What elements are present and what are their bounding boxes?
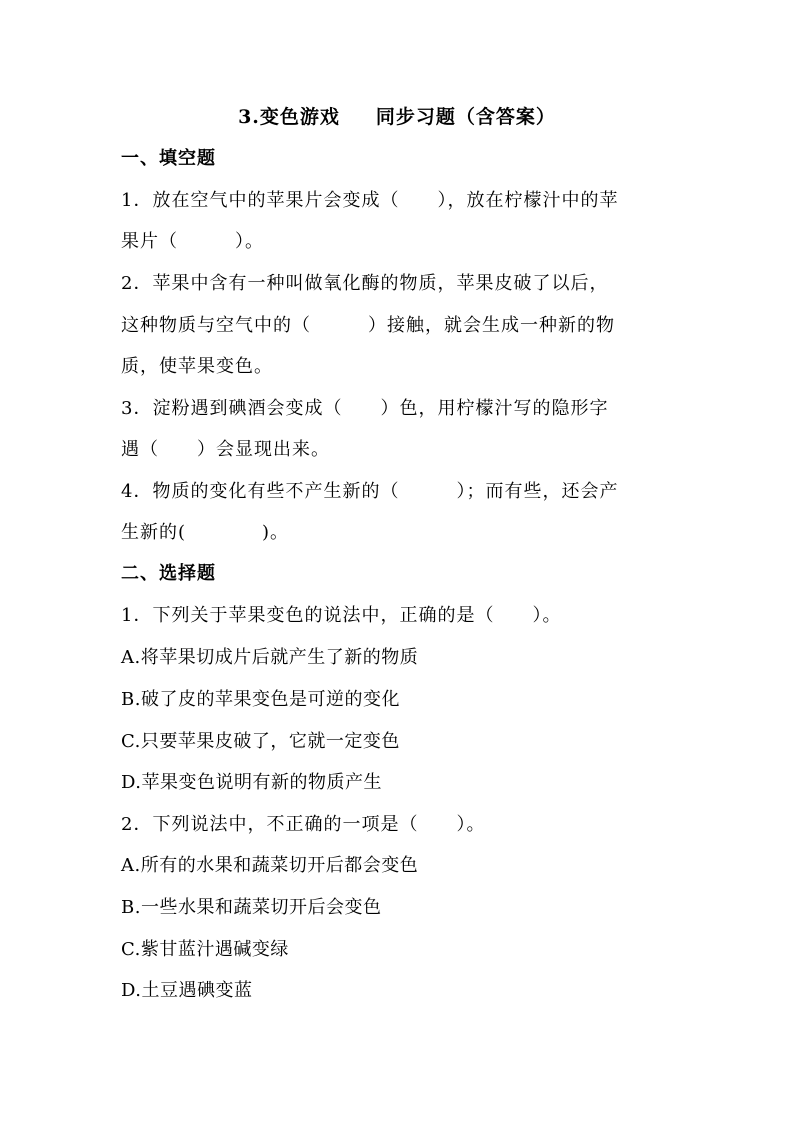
choice-q1-option-d: D.苹果变色说明有新的物质产生 bbox=[121, 772, 383, 793]
choice-q2-option-a: A.所有的水果和蔬菜切开后都会变色 bbox=[121, 855, 419, 876]
choice-q1-stem: 1．下列关于苹果变色的说法中，正确的是（ ）。 bbox=[121, 605, 562, 626]
section-heading-choice: 二、选择题 bbox=[121, 563, 216, 584]
choice-q1-option-a: A.将苹果切成片后就产生了新的物质 bbox=[121, 647, 419, 668]
choice-q2-option-b: B.一些水果和蔬菜切开后会变色 bbox=[121, 897, 382, 918]
fill-blank-q1-line2: 果片（ ）。 bbox=[121, 231, 264, 252]
choice-q2-option-c: C.紫甘蓝汁遇碱变绿 bbox=[121, 939, 289, 960]
choice-q2-stem: 2．下列说法中，不正确的一项是（ ）。 bbox=[121, 814, 486, 835]
choice-q2-option-d: D.土豆遇碘变蓝 bbox=[121, 980, 253, 1001]
document-title bbox=[0, 103, 794, 131]
fill-blank-q1-line1: 1．放在空气中的苹果片会变成（ ），放在柠檬汁中的苹 bbox=[121, 190, 619, 211]
fill-blank-q4-line2: 生新的( )。 bbox=[121, 522, 290, 543]
fill-blank-q2-line2: 这种物质与空气中的（ ）接触，就会生成一种新的物 bbox=[121, 315, 615, 336]
choice-q1-option-c: C.只要苹果皮破了，它就一定变色 bbox=[121, 731, 400, 752]
choice-q1-option-b: B.破了皮的苹果变色是可逆的变化 bbox=[121, 689, 400, 710]
fill-blank-q2-line1: 2．苹果中含有一种叫做氧化酶的物质，苹果皮破了以后， bbox=[121, 273, 609, 294]
fill-blank-q3-line2: 遇（ ）会显现出来。 bbox=[121, 439, 330, 460]
section-heading-fill-blank: 一、填空题 bbox=[121, 148, 216, 169]
fill-blank-q3-line1: 3．淀粉遇到碘酒会变成（ ）色，用柠檬汁写的隐形字 bbox=[121, 398, 609, 419]
title-main: 3.变色游戏 bbox=[238, 106, 340, 128]
title-sub: 同步习题（含答案） bbox=[375, 106, 556, 128]
fill-blank-q4-line1: 4．物质的变化有些不产生新的（ ）；而有些，还会产 bbox=[121, 481, 619, 502]
fill-blank-q2-line3: 质，使苹果变色。 bbox=[121, 356, 273, 377]
